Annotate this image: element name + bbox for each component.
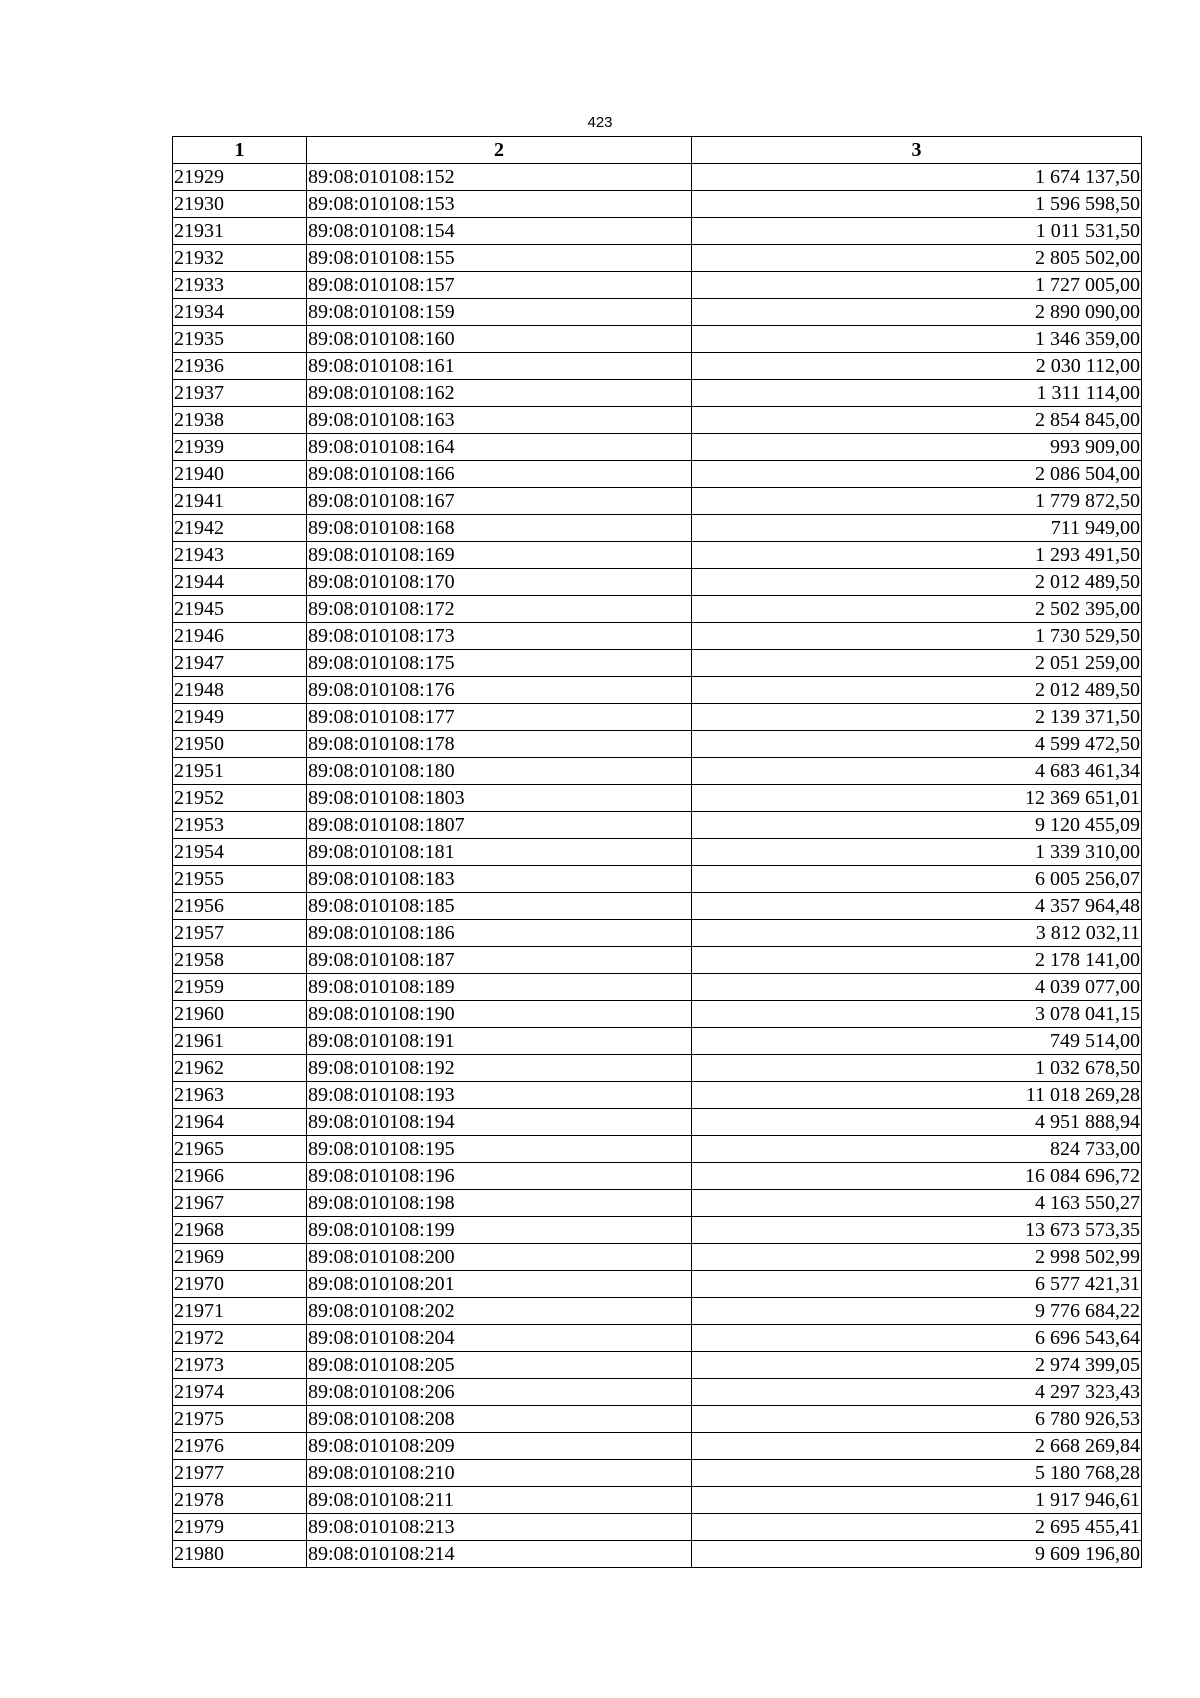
table-row xyxy=(173,1406,1142,1433)
table-row xyxy=(173,1109,1142,1136)
column-header-1: 1 xyxy=(173,137,307,164)
row-number-cell: 21947 xyxy=(173,650,307,677)
row-number-cell: 21963 xyxy=(173,1082,307,1109)
value-cell: 4 163 550,27 xyxy=(692,1190,1142,1217)
value-cell: 1 011 531,50 xyxy=(692,218,1142,245)
cadastral-number-cell: 89:08:010108:173 xyxy=(307,623,692,650)
row-number-cell: 21957 xyxy=(173,920,307,947)
cadastral-number-cell: 89:08:010108:195 xyxy=(307,1136,692,1163)
table-row xyxy=(173,677,1142,704)
cadastral-number-cell: 89:08:010108:155 xyxy=(307,245,692,272)
cadastral-number-cell: 89:08:010108:1803 xyxy=(307,785,692,812)
row-number-cell: 21970 xyxy=(173,1271,307,1298)
table-row xyxy=(173,326,1142,353)
cadastral-number-cell: 89:08:010108:189 xyxy=(307,974,692,1001)
row-number-cell: 21960 xyxy=(173,1001,307,1028)
row-number-cell: 21978 xyxy=(173,1487,307,1514)
value-cell: 1 293 491,50 xyxy=(692,542,1142,569)
value-cell: 2 030 112,00 xyxy=(692,353,1142,380)
value-cell: 1 032 678,50 xyxy=(692,1055,1142,1082)
cadastral-number-cell: 89:08:010108:205 xyxy=(307,1352,692,1379)
cadastral-number-cell: 89:08:010108:180 xyxy=(307,758,692,785)
row-number-cell: 21952 xyxy=(173,785,307,812)
cadastral-number-cell: 89:08:010108:206 xyxy=(307,1379,692,1406)
cadastral-number-cell: 89:08:010108:168 xyxy=(307,515,692,542)
row-number-cell: 21943 xyxy=(173,542,307,569)
table-row xyxy=(173,1298,1142,1325)
row-number-cell: 21950 xyxy=(173,731,307,758)
cadastral-number-cell: 89:08:010108:170 xyxy=(307,569,692,596)
row-number-cell: 21941 xyxy=(173,488,307,515)
value-cell: 12 369 651,01 xyxy=(692,785,1142,812)
row-number-cell: 21955 xyxy=(173,866,307,893)
table-row xyxy=(173,1487,1142,1514)
value-cell: 1 311 114,00 xyxy=(692,380,1142,407)
cadastral-number-cell: 89:08:010108:187 xyxy=(307,947,692,974)
row-number-cell: 21964 xyxy=(173,1109,307,1136)
value-cell: 1 339 310,00 xyxy=(692,839,1142,866)
table-row xyxy=(173,731,1142,758)
value-cell: 2 139 371,50 xyxy=(692,704,1142,731)
cadastral-number-cell: 89:08:010108:177 xyxy=(307,704,692,731)
cadastral-number-cell: 89:08:010108:193 xyxy=(307,1082,692,1109)
cadastral-number-cell: 89:08:010108:167 xyxy=(307,488,692,515)
value-cell: 2 854 845,00 xyxy=(692,407,1142,434)
cadastral-number-cell: 89:08:010108:154 xyxy=(307,218,692,245)
value-cell: 13 673 573,35 xyxy=(692,1217,1142,1244)
row-number-cell: 21961 xyxy=(173,1028,307,1055)
table-row xyxy=(173,569,1142,596)
row-number-cell: 21932 xyxy=(173,245,307,272)
row-number-cell: 21954 xyxy=(173,839,307,866)
cadastral-number-cell: 89:08:010108:172 xyxy=(307,596,692,623)
row-number-cell: 21958 xyxy=(173,947,307,974)
cadastral-number-cell: 89:08:010108:201 xyxy=(307,1271,692,1298)
table-row xyxy=(173,1028,1142,1055)
table-row xyxy=(173,1541,1142,1568)
row-number-cell: 21949 xyxy=(173,704,307,731)
cadastral-number-cell: 89:08:010108:176 xyxy=(307,677,692,704)
value-cell: 1 596 598,50 xyxy=(692,191,1142,218)
cadastral-number-cell: 89:08:010108:199 xyxy=(307,1217,692,1244)
table-row xyxy=(173,785,1142,812)
table-row xyxy=(173,1163,1142,1190)
value-cell: 1 346 359,00 xyxy=(692,326,1142,353)
table-body xyxy=(173,164,1142,1568)
value-cell: 16 084 696,72 xyxy=(692,1163,1142,1190)
table-row xyxy=(173,461,1142,488)
value-cell: 1 727 005,00 xyxy=(692,272,1142,299)
cadastral-number-cell: 89:08:010108:191 xyxy=(307,1028,692,1055)
value-cell: 2 998 502,99 xyxy=(692,1244,1142,1271)
value-cell: 711 949,00 xyxy=(692,515,1142,542)
row-number-cell: 21935 xyxy=(173,326,307,353)
value-cell: 993 909,00 xyxy=(692,434,1142,461)
cadastral-number-cell: 89:08:010108:175 xyxy=(307,650,692,677)
value-cell: 4 357 964,48 xyxy=(692,893,1142,920)
row-number-cell: 21938 xyxy=(173,407,307,434)
cadastral-number-cell: 89:08:010108:159 xyxy=(307,299,692,326)
table-row xyxy=(173,812,1142,839)
cadastral-number-cell: 89:08:010108:183 xyxy=(307,866,692,893)
row-number-cell: 21979 xyxy=(173,1514,307,1541)
cadastral-number-cell: 89:08:010108:160 xyxy=(307,326,692,353)
table-row xyxy=(173,1055,1142,1082)
row-number-cell: 21929 xyxy=(173,164,307,191)
cadastral-number-cell: 89:08:010108:152 xyxy=(307,164,692,191)
table-row xyxy=(173,380,1142,407)
table-row xyxy=(173,1514,1142,1541)
row-number-cell: 21976 xyxy=(173,1433,307,1460)
cadastral-number-cell: 89:08:010108:181 xyxy=(307,839,692,866)
row-number-cell: 21939 xyxy=(173,434,307,461)
table-row xyxy=(173,1460,1142,1487)
cadastral-number-cell: 89:08:010108:194 xyxy=(307,1109,692,1136)
value-cell: 2 668 269,84 xyxy=(692,1433,1142,1460)
column-header-2: 2 xyxy=(307,137,692,164)
row-number-cell: 21971 xyxy=(173,1298,307,1325)
value-cell: 4 297 323,43 xyxy=(692,1379,1142,1406)
value-cell: 6 577 421,31 xyxy=(692,1271,1142,1298)
table-row xyxy=(173,650,1142,677)
table-row xyxy=(173,1001,1142,1028)
row-number-cell: 21931 xyxy=(173,218,307,245)
table-row xyxy=(173,1379,1142,1406)
table-row xyxy=(173,1244,1142,1271)
row-number-cell: 21933 xyxy=(173,272,307,299)
value-cell: 4 599 472,50 xyxy=(692,731,1142,758)
row-number-cell: 21945 xyxy=(173,596,307,623)
table-row xyxy=(173,1136,1142,1163)
cadastral-number-cell: 89:08:010108:185 xyxy=(307,893,692,920)
row-number-cell: 21937 xyxy=(173,380,307,407)
table-row xyxy=(173,407,1142,434)
value-cell: 2 178 141,00 xyxy=(692,947,1142,974)
value-cell: 2 086 504,00 xyxy=(692,461,1142,488)
cadastral-value-table xyxy=(172,136,1142,1568)
cadastral-number-cell: 89:08:010108:213 xyxy=(307,1514,692,1541)
row-number-cell: 21965 xyxy=(173,1136,307,1163)
cadastral-number-cell: 89:08:010108:204 xyxy=(307,1325,692,1352)
value-cell: 6 696 543,64 xyxy=(692,1325,1142,1352)
table-row xyxy=(173,758,1142,785)
table-header xyxy=(173,137,1142,164)
row-number-cell: 21967 xyxy=(173,1190,307,1217)
table-row xyxy=(173,434,1142,461)
value-cell: 5 180 768,28 xyxy=(692,1460,1142,1487)
cadastral-number-cell: 89:08:010108:169 xyxy=(307,542,692,569)
value-cell: 3 812 032,11 xyxy=(692,920,1142,947)
cadastral-number-cell: 89:08:010108:214 xyxy=(307,1541,692,1568)
cadastral-number-cell: 89:08:010108:202 xyxy=(307,1298,692,1325)
cadastral-number-cell: 89:08:010108:153 xyxy=(307,191,692,218)
value-cell: 9 120 455,09 xyxy=(692,812,1142,839)
value-cell: 4 039 077,00 xyxy=(692,974,1142,1001)
table-row xyxy=(173,1325,1142,1352)
table-row xyxy=(173,596,1142,623)
row-number-cell: 21956 xyxy=(173,893,307,920)
row-number-cell: 21969 xyxy=(173,1244,307,1271)
row-number-cell: 21968 xyxy=(173,1217,307,1244)
row-number-cell: 21942 xyxy=(173,515,307,542)
cadastral-number-cell: 89:08:010108:178 xyxy=(307,731,692,758)
table-row xyxy=(173,704,1142,731)
cadastral-number-cell: 89:08:010108:192 xyxy=(307,1055,692,1082)
row-number-cell: 21980 xyxy=(173,1541,307,1568)
table-row xyxy=(173,839,1142,866)
column-header-3: 3 xyxy=(692,137,1142,164)
value-cell: 2 974 399,05 xyxy=(692,1352,1142,1379)
value-cell: 6 780 926,53 xyxy=(692,1406,1142,1433)
value-cell: 4 683 461,34 xyxy=(692,758,1142,785)
value-cell: 2 805 502,00 xyxy=(692,245,1142,272)
row-number-cell: 21972 xyxy=(173,1325,307,1352)
value-cell: 2 012 489,50 xyxy=(692,569,1142,596)
cadastral-number-cell: 89:08:010108:166 xyxy=(307,461,692,488)
value-cell: 11 018 269,28 xyxy=(692,1082,1142,1109)
table-row xyxy=(173,488,1142,515)
table-row xyxy=(173,353,1142,380)
row-number-cell: 21966 xyxy=(173,1163,307,1190)
cadastral-number-cell: 89:08:010108:208 xyxy=(307,1406,692,1433)
table-row xyxy=(173,1433,1142,1460)
value-cell: 9 776 684,22 xyxy=(692,1298,1142,1325)
value-cell: 1 779 872,50 xyxy=(692,488,1142,515)
value-cell: 749 514,00 xyxy=(692,1028,1142,1055)
value-cell: 1 917 946,61 xyxy=(692,1487,1142,1514)
table-row xyxy=(173,947,1142,974)
cadastral-number-cell: 89:08:010108:190 xyxy=(307,1001,692,1028)
header-row xyxy=(173,137,1142,164)
table-row xyxy=(173,218,1142,245)
row-number-cell: 21930 xyxy=(173,191,307,218)
cadastral-number-cell: 89:08:010108:198 xyxy=(307,1190,692,1217)
cadastral-number-cell: 89:08:010108:210 xyxy=(307,1460,692,1487)
cadastral-number-cell: 89:08:010108:163 xyxy=(307,407,692,434)
table-row xyxy=(173,191,1142,218)
table-row xyxy=(173,920,1142,947)
table-row xyxy=(173,1082,1142,1109)
table-row xyxy=(173,515,1142,542)
row-number-cell: 21936 xyxy=(173,353,307,380)
row-number-cell: 21974 xyxy=(173,1379,307,1406)
row-number-cell: 21948 xyxy=(173,677,307,704)
value-cell: 2 890 090,00 xyxy=(692,299,1142,326)
value-cell: 1 730 529,50 xyxy=(692,623,1142,650)
table-row xyxy=(173,245,1142,272)
value-cell: 2 012 489,50 xyxy=(692,677,1142,704)
table-row xyxy=(173,1217,1142,1244)
value-cell: 2 051 259,00 xyxy=(692,650,1142,677)
table-row xyxy=(173,1352,1142,1379)
row-number-cell: 21962 xyxy=(173,1055,307,1082)
cadastral-number-cell: 89:08:010108:196 xyxy=(307,1163,692,1190)
value-cell: 3 078 041,15 xyxy=(692,1001,1142,1028)
table-row xyxy=(173,164,1142,191)
row-number-cell: 21951 xyxy=(173,758,307,785)
value-cell: 824 733,00 xyxy=(692,1136,1142,1163)
row-number-cell: 21946 xyxy=(173,623,307,650)
value-cell: 4 951 888,94 xyxy=(692,1109,1142,1136)
cadastral-number-cell: 89:08:010108:157 xyxy=(307,272,692,299)
row-number-cell: 21944 xyxy=(173,569,307,596)
row-number-cell: 21977 xyxy=(173,1460,307,1487)
page-number: 423 xyxy=(587,114,613,131)
table-row xyxy=(173,542,1142,569)
table-row xyxy=(173,623,1142,650)
table-row xyxy=(173,272,1142,299)
cadastral-number-cell: 89:08:010108:200 xyxy=(307,1244,692,1271)
value-cell: 6 005 256,07 xyxy=(692,866,1142,893)
value-cell: 2 695 455,41 xyxy=(692,1514,1142,1541)
table-row xyxy=(173,299,1142,326)
cadastral-number-cell: 89:08:010108:164 xyxy=(307,434,692,461)
value-cell: 2 502 395,00 xyxy=(692,596,1142,623)
row-number-cell: 21959 xyxy=(173,974,307,1001)
value-cell: 1 674 137,50 xyxy=(692,164,1142,191)
row-number-cell: 21940 xyxy=(173,461,307,488)
cadastral-number-cell: 89:08:010108:162 xyxy=(307,380,692,407)
cadastral-number-cell: 89:08:010108:161 xyxy=(307,353,692,380)
cadastral-number-cell: 89:08:010108:1807 xyxy=(307,812,692,839)
table-row xyxy=(173,1190,1142,1217)
row-number-cell: 21975 xyxy=(173,1406,307,1433)
table-row xyxy=(173,893,1142,920)
cadastral-number-cell: 89:08:010108:211 xyxy=(307,1487,692,1514)
row-number-cell: 21973 xyxy=(173,1352,307,1379)
table-row xyxy=(173,1271,1142,1298)
row-number-cell: 21953 xyxy=(173,812,307,839)
cadastral-number-cell: 89:08:010108:186 xyxy=(307,920,692,947)
table-row xyxy=(173,866,1142,893)
table-row xyxy=(173,974,1142,1001)
row-number-cell: 21934 xyxy=(173,299,307,326)
cadastral-number-cell: 89:08:010108:209 xyxy=(307,1433,692,1460)
value-cell: 9 609 196,80 xyxy=(692,1541,1142,1568)
